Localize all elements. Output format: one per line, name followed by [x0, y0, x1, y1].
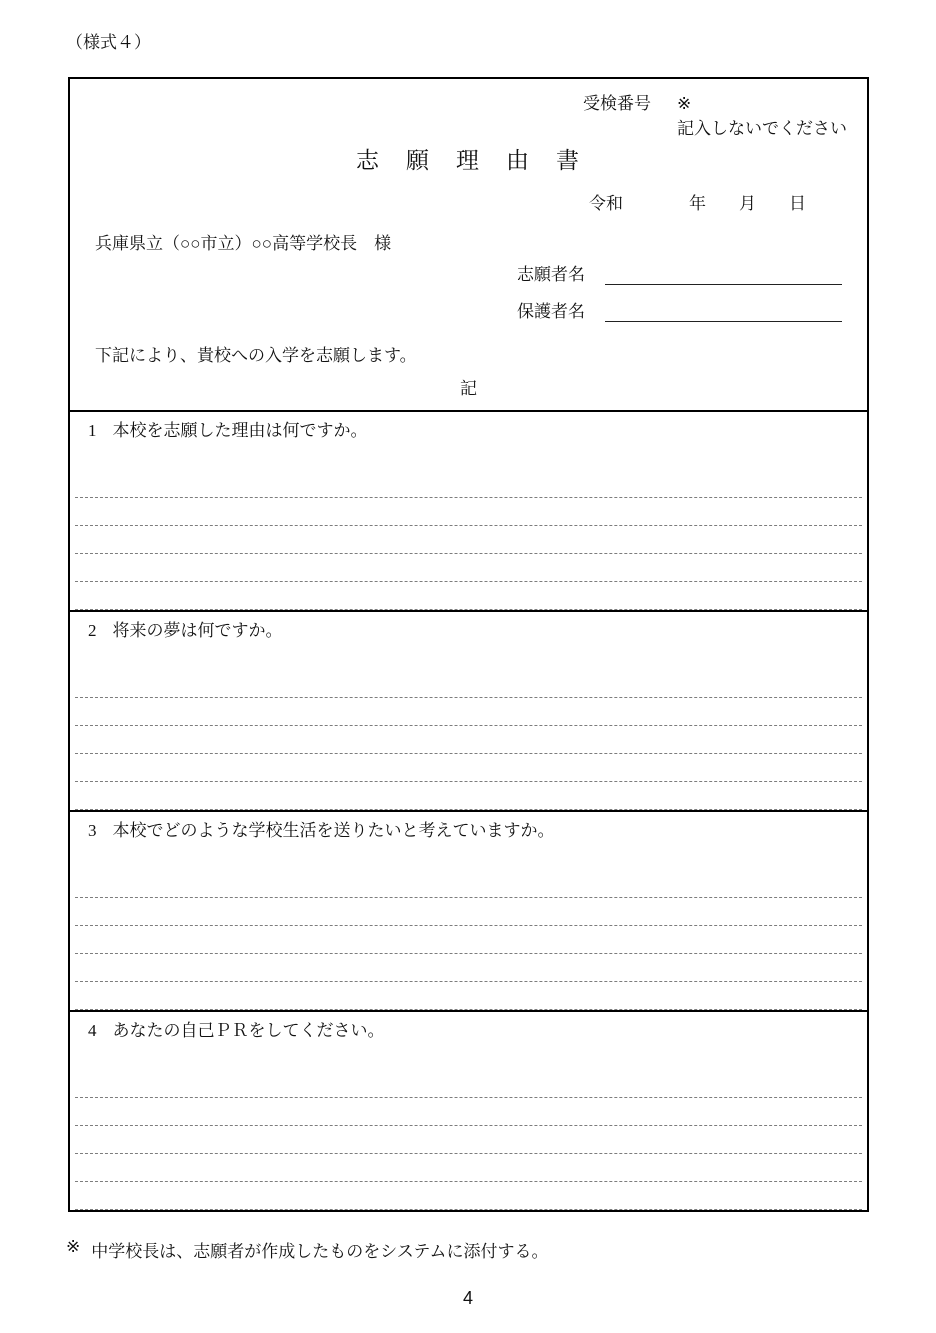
applicant-name-fill-line [605, 263, 842, 285]
question-number: 4 [88, 1021, 97, 1040]
date-line [589, 189, 806, 214]
answer-line [75, 470, 862, 498]
footnote-text: 中学校長は、志願者が作成したものをシステムに添付する。 [91, 1242, 549, 1261]
question-header [70, 412, 867, 441]
exam-number-note: 記入しないでください [677, 119, 847, 138]
applicant-name-row [517, 261, 842, 285]
question-text: 将来の夢は何ですか。 [112, 621, 283, 640]
answer-line [75, 782, 862, 810]
question-number: 1 [88, 421, 97, 440]
answer-line [75, 582, 862, 610]
answer-line [75, 726, 862, 754]
answer-line [75, 698, 862, 726]
application-form-box [68, 77, 869, 1212]
addressee-line: 兵庫県立（○○市立）○○高等学校長 様 [95, 234, 392, 253]
exam-number-label: 受検番号 [583, 94, 651, 113]
answer-line [75, 1182, 862, 1210]
name-fields [517, 261, 842, 335]
form-code-label: （様式４） [66, 33, 151, 52]
answer-line [75, 954, 862, 982]
declaration-line: 下記により、貴校への入学を志願します。 [95, 346, 417, 365]
answer-line [75, 1098, 862, 1126]
date-day-label: 日 [789, 194, 806, 213]
guardian-name-row [517, 298, 842, 322]
footnote-marker: ※ [66, 1237, 81, 1256]
question-number: 2 [88, 621, 97, 640]
question-sections [70, 410, 867, 1210]
question-text: 本校を志願した理由は何ですか。 [112, 421, 368, 440]
answer-line [75, 870, 862, 898]
question-section-2 [70, 610, 867, 810]
answer-line [75, 670, 862, 698]
answer-line [75, 498, 862, 526]
answer-line [75, 982, 862, 1010]
answer-line [75, 1070, 862, 1098]
answer-line [75, 1126, 862, 1154]
date-era-label: 令和 [589, 194, 623, 213]
answer-line [75, 554, 862, 582]
guardian-name-label: 保護者名 [517, 302, 585, 321]
answer-line [75, 526, 862, 554]
question-text: 本校でどのような学校生活を送りたいと考えていますか。 [112, 821, 555, 840]
question-header [70, 1012, 867, 1041]
exam-number-marker: ※ [677, 94, 692, 113]
guardian-name-fill-line [605, 300, 842, 322]
question-text: あなたの自己ＰＲをしてください。 [112, 1021, 385, 1040]
answer-line [75, 1154, 862, 1182]
question-section-4 [70, 1010, 867, 1210]
answer-line [75, 754, 862, 782]
document-title: 志 願 理 由 書 [356, 148, 581, 173]
date-year-label: 年 [689, 194, 706, 213]
exam-number-block [583, 91, 847, 141]
answer-line [75, 926, 862, 954]
question-section-3 [70, 810, 867, 1010]
applicant-name-label: 志願者名 [517, 265, 585, 284]
footnote [66, 1237, 549, 1262]
page-number: 4 [462, 1288, 473, 1308]
question-section-1 [70, 410, 867, 610]
question-header [70, 612, 867, 641]
date-month-label: 月 [739, 194, 756, 213]
record-marker: 記 [460, 379, 477, 398]
question-header [70, 812, 867, 841]
question-number: 3 [88, 821, 97, 840]
answer-line [75, 898, 862, 926]
